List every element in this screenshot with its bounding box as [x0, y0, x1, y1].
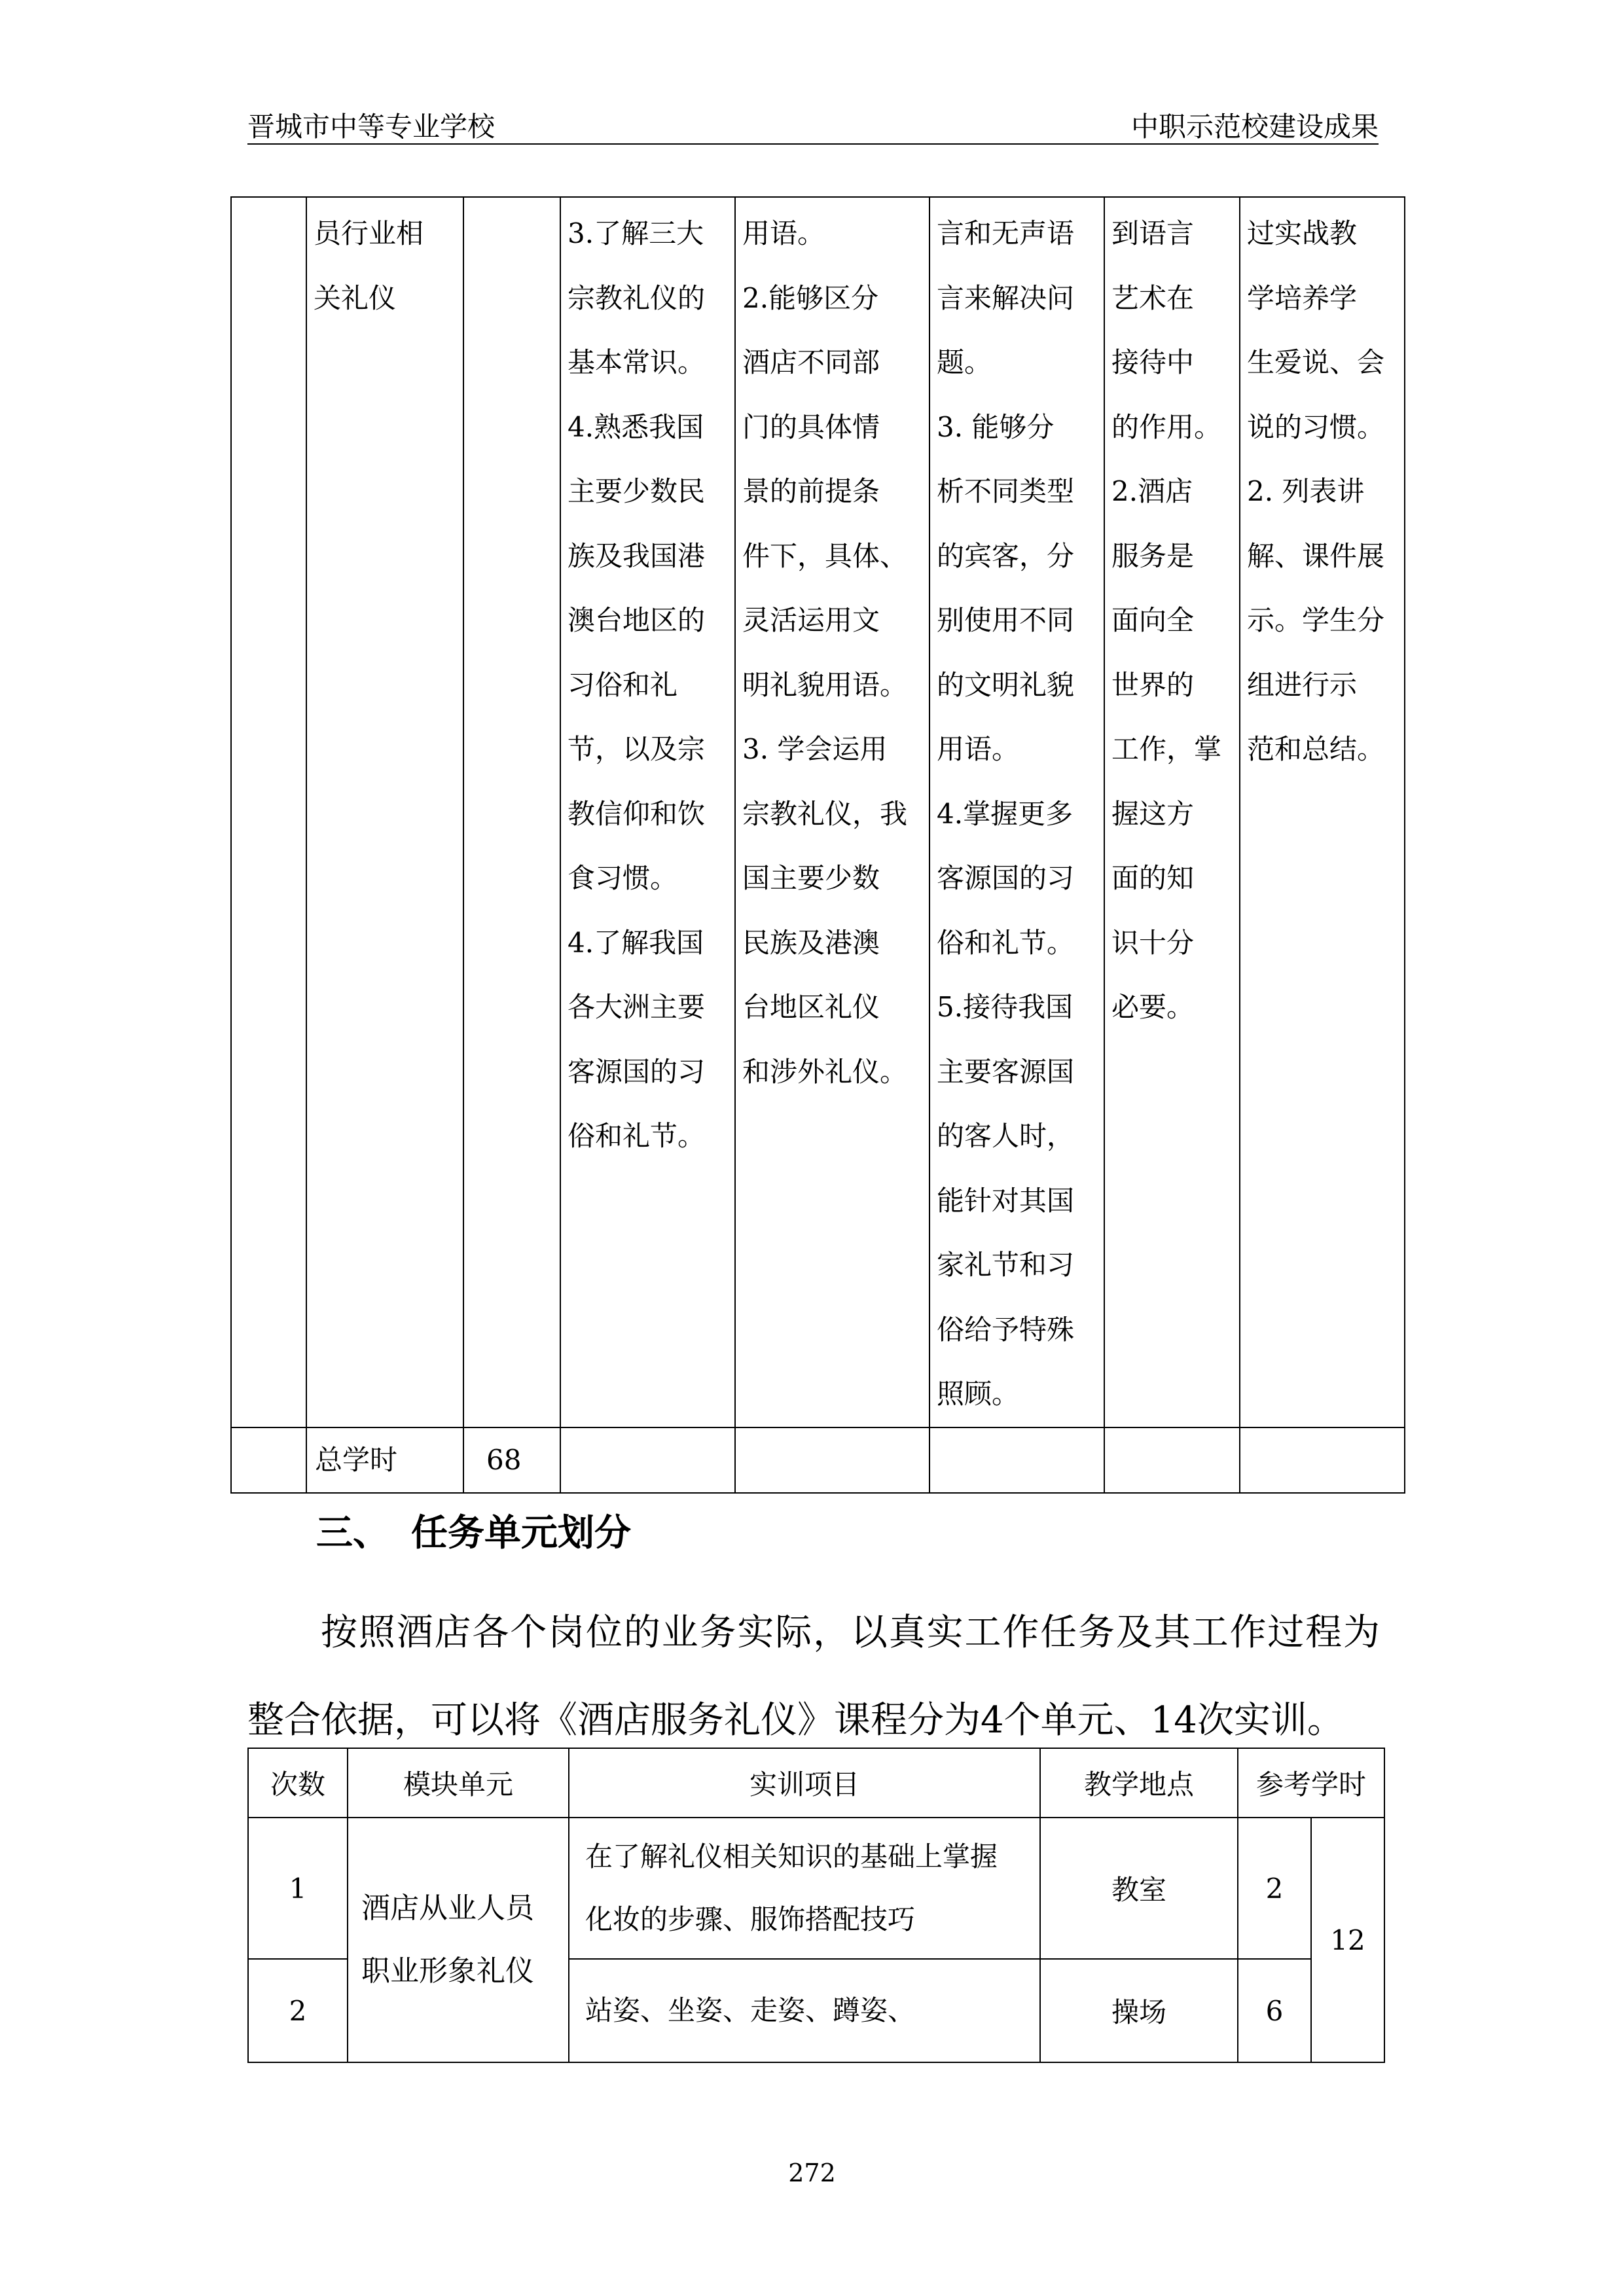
course-content-table	[230, 196, 1405, 1494]
header-divider	[247, 143, 1379, 145]
table-cell	[1240, 197, 1405, 1427]
table-cell	[231, 1427, 306, 1494]
teaching-location: 教室	[1040, 1818, 1238, 1959]
row-hours: 2	[1238, 1818, 1311, 1959]
header-cell-location: 教学地点	[1040, 1748, 1238, 1818]
header-cell-hours: 参考学时	[1238, 1748, 1384, 1818]
cell-text: 3.了解三大 宗教礼仪的 基本常识。 4.熟悉我国 主要少数民 族及我国港 澳台地区的 习俗和礼 节，以及宗 教信仰和饮 食习惯。 4.了解我国 各大洲主要 客源国的习 俗和礼节。	[568, 217, 706, 1152]
cell-text: 用语。 2.能够区分 酒店不同部 门的具体情 景的前提条 件下，具体、 灵活运用文 明礼貌用语。 3. 学会运用 宗教礼仪，我 国主要少数 民族及港澳 台地区礼仪 和涉外礼仪。	[742, 217, 908, 1088]
table-cell	[735, 197, 929, 1427]
section-title: 任务单元划分	[411, 1512, 631, 1554]
module-unit: 酒店从业人员职业形象礼仪	[348, 1818, 569, 2062]
table-cell	[929, 197, 1104, 1427]
table-cell	[560, 197, 735, 1427]
table-row	[248, 1818, 1384, 1959]
intro-paragraph: 按照酒店各个岗位的业务实际，以真实工作任务及其工作过程为整合依据，可以将《酒店服务礼仪》课程分为4个单元、14次实训。	[247, 1611, 1380, 1742]
table-cell	[560, 1427, 735, 1494]
total-hours-label: 总学时	[315, 1443, 398, 1476]
table-cell	[1104, 1427, 1240, 1494]
header-school-name: 晋城市中等专业学校	[247, 111, 496, 143]
row-hours: 6	[1238, 1959, 1311, 2062]
section-number: 三、	[316, 1512, 389, 1554]
cell-text	[232, 198, 306, 202]
total-hours-row	[231, 1427, 1405, 1494]
table-cell	[463, 197, 560, 1427]
table-cell	[231, 197, 306, 1427]
section-heading	[316, 1511, 631, 1556]
total-hours-value: 68	[486, 1443, 522, 1476]
cell-text: 言和无声语 言来解决问 题。 3. 能够分 析不同类型 的宾客，分 别使用不同 的文明礼貌 用语。 4.掌握更多 客源国的习 俗和礼节。 5.接待我国 主要客源国 的客人时， 能针对其国 家礼节和习 俗给予特殊 照顾。	[937, 217, 1075, 1410]
page-number: 272	[788, 2159, 836, 2187]
header-cell-count: 次数	[248, 1748, 348, 1818]
table-cell	[463, 1427, 560, 1494]
table-cell	[1104, 197, 1240, 1427]
cell-text: 到语言 艺术在 接待中 的作用。 2.酒店 服务是 面向全 世界的 工作，掌 握这方 面的知 识十分 必要。	[1111, 217, 1222, 1023]
table-cell	[735, 1427, 929, 1494]
cell-text: 过实战教 学培养学 生爱说、会 说的习惯。 2. 列表讲 解、课件展 示。学生分 组进行示 范和总结。	[1247, 217, 1385, 765]
header-cell-module: 模块单元	[348, 1748, 569, 1818]
header-document-title: 中职示范校建设成果	[1130, 111, 1379, 143]
training-project: 站姿、坐姿、走姿、蹲姿、	[569, 1959, 1040, 2062]
module-total-hours: 12	[1311, 1818, 1384, 2062]
row-index: 2	[248, 1959, 348, 2062]
table-cell	[1240, 1427, 1405, 1494]
table-cell	[306, 1427, 463, 1494]
header-cell-project: 实训项目	[569, 1748, 1040, 1818]
cell-text: 员行业相 关礼仪	[314, 217, 424, 314]
table-cell	[929, 1427, 1104, 1494]
training-project: 在了解礼仪相关知识的基础上掌握化妆的步骤、服饰搭配技巧	[569, 1818, 1040, 1959]
table-cell	[306, 197, 463, 1427]
row-index: 1	[248, 1818, 348, 1959]
training-units-table	[247, 1748, 1385, 2063]
teaching-location: 操场	[1040, 1959, 1238, 2062]
table-header-row	[248, 1748, 1384, 1818]
table-row	[231, 197, 1405, 1427]
cell-text	[464, 198, 560, 202]
